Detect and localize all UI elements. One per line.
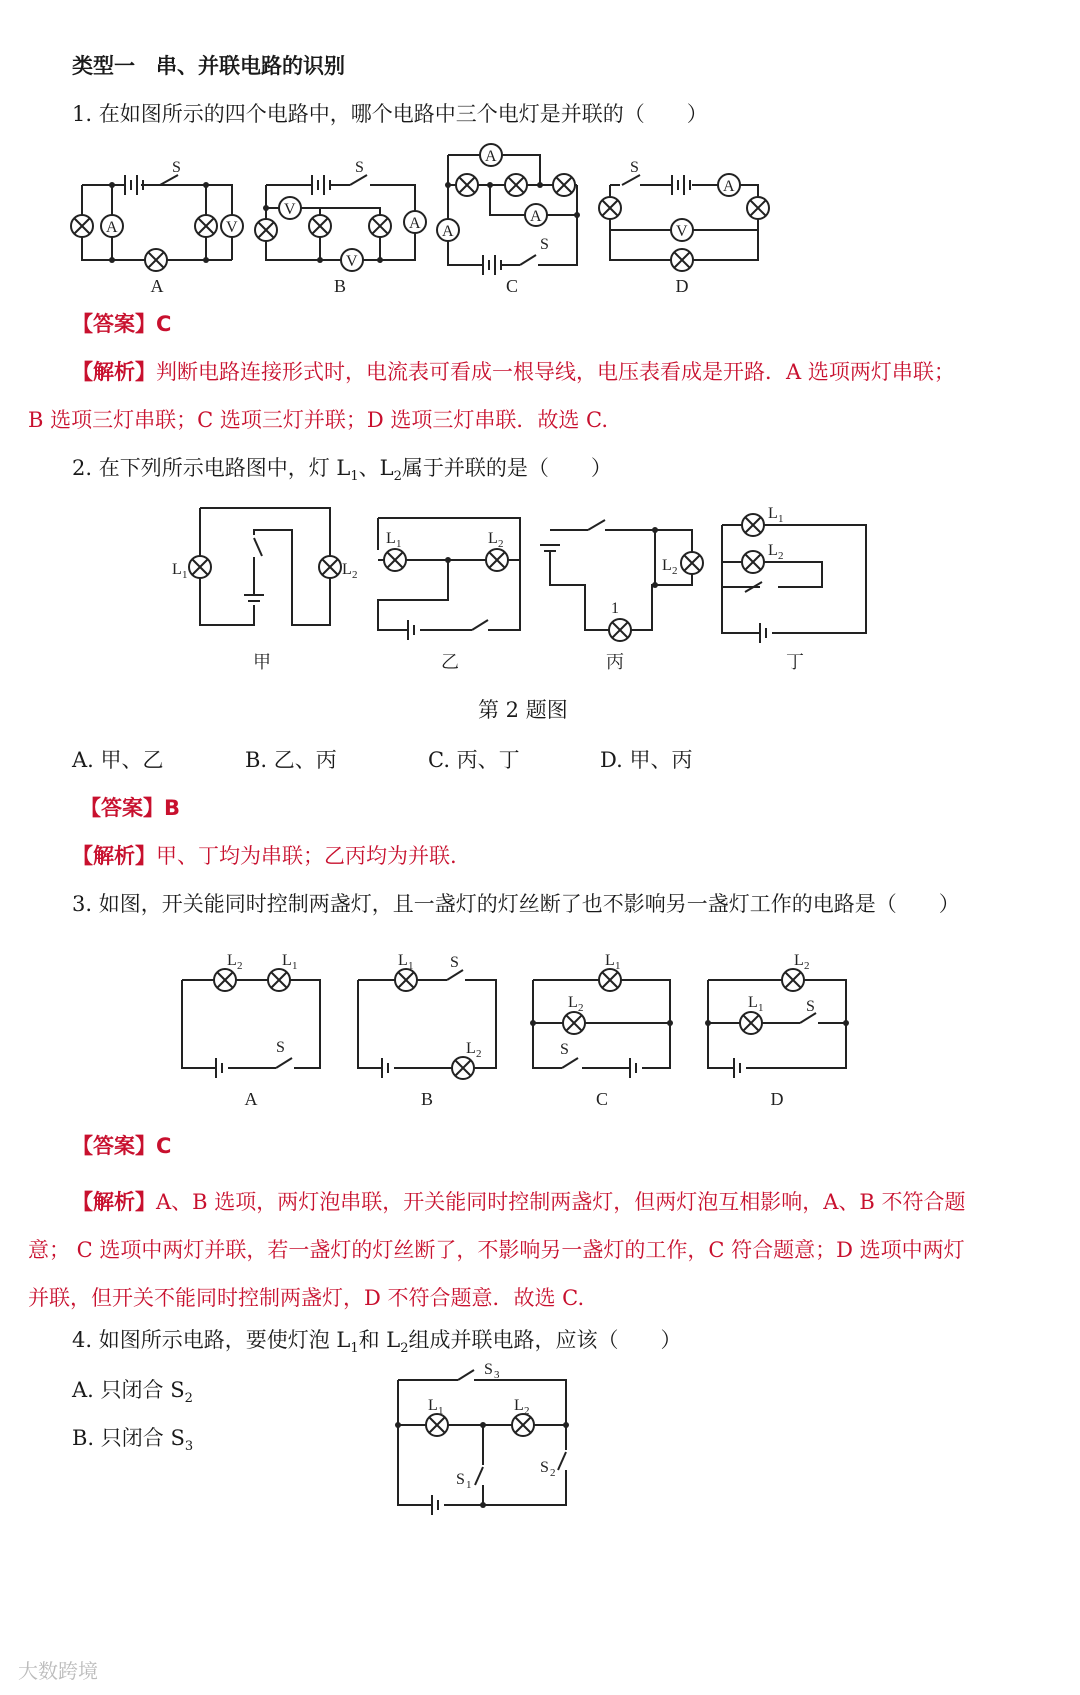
- svg-text:S: S: [456, 1471, 465, 1488]
- svg-text:3: 3: [494, 1369, 500, 1381]
- svg-text:1: 1: [758, 1002, 764, 1014]
- ammeter-icon: [437, 219, 459, 241]
- lamp-icon: [384, 549, 406, 571]
- lamp-icon: [452, 1057, 474, 1079]
- lamp-icon: [195, 215, 217, 237]
- q4-circuit: [395, 1361, 569, 1515]
- q1-answer: 【答案】C: [72, 312, 172, 336]
- svg-text:L: L: [172, 561, 182, 578]
- svg-text:1: 1: [438, 1405, 444, 1417]
- svg-text:L: L: [794, 952, 804, 969]
- svg-text:2: 2: [524, 1405, 530, 1417]
- lamp-icon: [395, 969, 417, 991]
- lamp-icon: [255, 219, 277, 241]
- svg-text:2: 2: [578, 1002, 584, 1014]
- lamp-icon: [319, 556, 341, 578]
- svg-text:L: L: [398, 952, 408, 969]
- q3-figure: [0, 935, 1080, 1115]
- svg-text:S: S: [484, 1361, 493, 1378]
- lamp-icon: [309, 215, 331, 237]
- q2-figure-caption: 第 2 题图: [478, 698, 568, 722]
- lamp-icon: [553, 174, 575, 196]
- section-title: 类型一 串、并联电路的识别: [72, 54, 345, 78]
- svg-text:A: A: [244, 1089, 258, 1109]
- lamp-icon: [747, 197, 769, 219]
- ammeter-icon: [404, 211, 426, 233]
- q2-analysis: 【解析】甲、丁均为串联；乙丙均为并联.: [72, 844, 457, 868]
- lamp-icon: [599, 969, 621, 991]
- lamp-icon: [456, 174, 478, 196]
- ammeter-icon: [480, 144, 502, 166]
- lamp-icon: [486, 549, 508, 571]
- q2-option-d: D. 甲、丙: [600, 748, 693, 772]
- q2-figure: [0, 500, 1080, 700]
- q2-answer: 【答案】B: [80, 796, 181, 820]
- q1-circuit-c: [437, 144, 580, 296]
- svg-text:2: 2: [476, 1048, 482, 1060]
- svg-text:S: S: [355, 159, 364, 176]
- svg-text:1: 1: [292, 960, 298, 972]
- svg-text:A: A: [442, 223, 454, 240]
- ammeter-icon: [525, 204, 547, 226]
- voltmeter-icon: [671, 219, 693, 241]
- svg-text:L: L: [342, 561, 352, 578]
- svg-text:2: 2: [550, 1467, 556, 1479]
- svg-text:2: 2: [498, 538, 504, 550]
- svg-text:甲: 甲: [253, 652, 271, 672]
- lamp-icon: [189, 556, 211, 578]
- svg-text:A: A: [723, 178, 735, 195]
- q2-circuit-yi: [378, 518, 520, 672]
- svg-text:1: 1: [408, 960, 414, 972]
- svg-text:C: C: [505, 276, 519, 296]
- q3-circuit-c: [530, 952, 673, 1109]
- q2-circuit-ding: [722, 505, 866, 672]
- svg-text:A: A: [409, 215, 421, 232]
- svg-text:1: 1: [182, 569, 188, 581]
- svg-text:L: L: [488, 530, 498, 547]
- voltmeter-icon: [279, 197, 301, 219]
- q2-circuit-bing: [540, 520, 703, 672]
- svg-text:L: L: [386, 530, 396, 547]
- svg-text:L: L: [568, 994, 578, 1011]
- lamp-icon: [671, 249, 693, 271]
- svg-text:2: 2: [237, 960, 243, 972]
- lamp-icon: [268, 969, 290, 991]
- q2-option-a: A. 甲、乙: [72, 748, 164, 772]
- q4-option-b: B. 只闭合 $S_3$: [72, 1426, 194, 1455]
- q1-circuit-a: [71, 159, 243, 296]
- lamp-icon: [742, 514, 764, 536]
- q3-analysis: 【解析】A、B 选项，两灯泡串联，开关能同时控制两盏灯，但两灯泡互相影响，A、B 不符合题意； C 选项中两灯并联，若一盏灯的灯丝断了，不影响另一盏灯的工作，C 符合题意；D 选项中两灯并联，但开关不能同时控制两盏灯，D 不符合题意．故选 C.: [28, 1190, 966, 1310]
- lamp-icon: [512, 1414, 534, 1436]
- lamp-icon: [214, 969, 236, 991]
- lamp-icon: [742, 551, 764, 573]
- lamp-icon: [426, 1414, 448, 1436]
- svg-text:L: L: [428, 1397, 438, 1414]
- svg-text:V: V: [226, 219, 238, 236]
- svg-text:V: V: [676, 223, 688, 240]
- q2-circuit-jia: [172, 508, 358, 672]
- watermark-logo: 大数跨境: [18, 1659, 98, 1683]
- q1-circuit-b: [255, 159, 426, 296]
- svg-text:2: 2: [778, 550, 784, 562]
- svg-text:1: 1: [611, 600, 619, 617]
- svg-text:L: L: [662, 557, 672, 574]
- svg-text:2: 2: [672, 565, 678, 577]
- svg-text:A: A: [485, 148, 497, 165]
- lamp-icon: [505, 174, 527, 196]
- lamp-icon: [740, 1012, 762, 1034]
- ammeter-icon: [101, 215, 123, 237]
- q4-figure: [0, 1360, 1080, 1560]
- svg-text:S: S: [540, 1459, 549, 1476]
- svg-text:丁: 丁: [786, 652, 804, 672]
- svg-text:1: 1: [615, 960, 621, 972]
- svg-text:L: L: [227, 952, 237, 969]
- svg-text:S: S: [450, 954, 459, 971]
- q1-analysis-line2: B 选项三灯串联；C 选项三灯并联；D 选项三灯串联．故选 C.: [28, 408, 609, 432]
- q3-circuit-a: [182, 952, 320, 1109]
- svg-text:C: C: [595, 1089, 609, 1109]
- q3-circuit-d: [705, 952, 849, 1109]
- svg-text:丙: 丙: [606, 652, 624, 672]
- q3-answer: 【答案】C: [72, 1134, 172, 1158]
- svg-text:L: L: [768, 505, 778, 522]
- svg-text:S: S: [172, 159, 181, 176]
- svg-text:乙: 乙: [441, 652, 459, 672]
- q2-option-b: B. 乙、丙: [245, 748, 337, 772]
- svg-text:B: B: [333, 276, 347, 296]
- svg-text:L: L: [466, 1040, 476, 1057]
- ammeter-icon: [718, 174, 740, 196]
- q2-option-c: C. 丙、丁: [428, 748, 520, 772]
- lamp-icon: [71, 215, 93, 237]
- lamp-icon: [599, 197, 621, 219]
- svg-text:L: L: [605, 952, 615, 969]
- q3-circuit-b: [358, 952, 496, 1109]
- lamp-icon: [782, 969, 804, 991]
- svg-text:S: S: [540, 236, 549, 253]
- q4-option-a: A. 只闭合 $S_2$: [72, 1378, 193, 1407]
- lamp-icon: [609, 619, 631, 641]
- svg-text:D: D: [770, 1089, 784, 1109]
- lamp-icon: [681, 552, 703, 574]
- svg-text:V: V: [346, 253, 358, 270]
- voltmeter-icon: [341, 249, 363, 271]
- lamp-icon: [369, 215, 391, 237]
- svg-text:L: L: [768, 542, 778, 559]
- svg-text:L: L: [748, 994, 758, 1011]
- svg-text:S: S: [276, 1039, 285, 1056]
- svg-text:D: D: [675, 276, 689, 296]
- svg-text:A: A: [150, 276, 164, 296]
- svg-text:V: V: [284, 201, 296, 218]
- q3-stem: 3. 如图，开关能同时控制两盏灯，且一盏灯的灯丝断了也不影响另一盏灯工作的电路是（ ）: [72, 892, 960, 916]
- svg-text:1: 1: [778, 513, 784, 525]
- svg-text:1: 1: [466, 1479, 472, 1491]
- q1-stem: 1. 在如图所示的四个电路中，哪个电路中三个电灯是并联的（ ）: [72, 102, 708, 126]
- svg-text:S: S: [630, 159, 639, 176]
- q2-stem: 2. 在下列所示电路图中，灯 $L_1$、$L_2$属于并联的是（ ）: [72, 456, 612, 485]
- svg-text:L: L: [514, 1397, 524, 1414]
- lamp-icon: [145, 249, 167, 271]
- svg-text:2: 2: [352, 569, 358, 581]
- svg-text:S: S: [560, 1041, 569, 1058]
- svg-text:B: B: [420, 1089, 434, 1109]
- svg-text:A: A: [530, 208, 542, 225]
- svg-text:A: A: [106, 219, 118, 236]
- lamp-icon: [563, 1012, 585, 1034]
- voltmeter-icon: [221, 215, 243, 237]
- q1-circuit-d: [599, 159, 769, 296]
- svg-text:S: S: [806, 998, 815, 1015]
- q4-stem: 4. 如图所示电路，要使灯泡 $L_1$和 $L_2$组成并联电路，应该（ ）: [72, 1328, 682, 1357]
- svg-text:L: L: [282, 952, 292, 969]
- q1-analysis-line1: 【解析】判断电路连接形式时，电流表可看成一根导线，电压表看成是开路．A 选项两灯串联；: [72, 360, 955, 384]
- svg-text:1: 1: [396, 538, 402, 550]
- svg-text:2: 2: [804, 960, 810, 972]
